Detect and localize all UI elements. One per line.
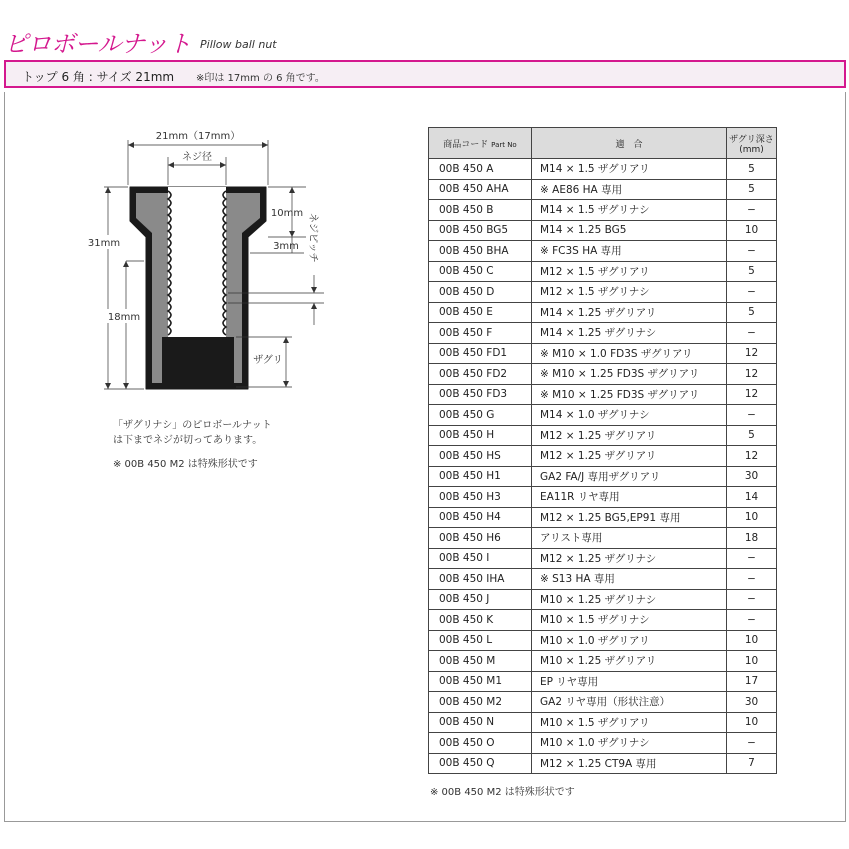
fitment-cell: M14 × 1.0 ザグリナシ	[532, 405, 727, 426]
thread-pitch-label: ネジピッチ	[307, 213, 318, 263]
table-row	[429, 200, 777, 221]
fitment-cell: ※ M10 × 1.0 FD3S ザグリアリ	[532, 343, 727, 364]
counterbore-depth-cell: 30	[727, 692, 777, 713]
note-no-counterbore	[113, 418, 272, 448]
total-height-label: 31mm	[87, 238, 121, 249]
fitment-cell: M10 × 1.0 ザグリアリ	[532, 630, 727, 651]
part-code-cell: 00B 450 Q	[429, 753, 532, 774]
part-code-cell: 00B 450 H3	[429, 487, 532, 508]
table-row	[429, 343, 777, 364]
fitment-cell: M14 × 1.5 ザグリアリ	[532, 159, 727, 180]
table-row	[429, 323, 777, 344]
part-code-cell: 00B 450 H6	[429, 528, 532, 549]
table-row	[429, 610, 777, 631]
fitment-cell: M12 × 1.25 ザグリアリ	[532, 425, 727, 446]
counterbore-depth-cell: −	[727, 282, 777, 303]
header-depth: ザグリ深さ (mm)	[727, 128, 777, 159]
fitment-cell: アリスト専用	[532, 528, 727, 549]
counterbore-depth-cell: 7	[727, 753, 777, 774]
fitment-cell: M14 × 1.25 ザグリアリ	[532, 302, 727, 323]
width-label: 21mm（17mm）	[155, 131, 241, 142]
note-line-1: 「ザグリナシ」のピロボールナット	[113, 420, 272, 431]
counterbore-depth-cell: −	[727, 569, 777, 590]
part-code-cell: 00B 450 IHA	[429, 569, 532, 590]
table-footnote: ※ 00B 450 M2 は特殊形状です	[430, 787, 575, 798]
fitment-cell: M10 × 1.25 ザグリアリ	[532, 651, 727, 672]
counterbore-depth-cell: 10	[727, 712, 777, 733]
table-row	[429, 425, 777, 446]
fitment-cell: M12 × 1.5 ザグリナシ	[532, 282, 727, 303]
part-code-cell: 00B 450 L	[429, 630, 532, 651]
part-code-cell: 00B 450 A	[429, 159, 532, 180]
table-header-row	[429, 128, 777, 159]
part-code-cell: 00B 450 B	[429, 200, 532, 221]
table-row	[429, 466, 777, 487]
counterbore-depth-cell: 5	[727, 425, 777, 446]
fitment-cell: ※ M10 × 1.25 FD3S ザグリアリ	[532, 384, 727, 405]
nut-bore	[168, 187, 226, 337]
note-special-shape: ※ 00B 450 M2 は特殊形状です	[113, 459, 258, 470]
part-code-cell: 00B 450 FD3	[429, 384, 532, 405]
fitment-cell: ※ S13 HA 専用	[532, 569, 727, 590]
nut-diagram	[80, 125, 330, 400]
part-code-cell: 00B 450 G	[429, 405, 532, 426]
parts-table	[428, 127, 777, 774]
fitment-cell: M12 × 1.5 ザグリアリ	[532, 261, 727, 282]
part-code-cell: 00B 450 H4	[429, 507, 532, 528]
table-row	[429, 712, 777, 733]
fitment-cell: EA11R リヤ専用	[532, 487, 727, 508]
table-row	[429, 630, 777, 651]
counterbore-depth-cell: 5	[727, 261, 777, 282]
table-row	[429, 589, 777, 610]
table-row	[429, 364, 777, 385]
counterbore-depth-cell: 10	[727, 630, 777, 651]
part-code-cell: 00B 450 FD2	[429, 364, 532, 385]
table-row	[429, 651, 777, 672]
part-code-cell: 00B 450 FD1	[429, 343, 532, 364]
part-code-cell: 00B 450 N	[429, 712, 532, 733]
table-row	[429, 302, 777, 323]
table-row	[429, 159, 777, 180]
counterbore-depth-cell: −	[727, 548, 777, 569]
part-code-cell: 00B 450 C	[429, 261, 532, 282]
header-fit: 適 合	[532, 128, 727, 159]
fitment-cell: ※ AE86 HA 専用	[532, 179, 727, 200]
part-code-cell: 00B 450 F	[429, 323, 532, 344]
table-row	[429, 528, 777, 549]
fitment-cell: EP リヤ専用	[532, 671, 727, 692]
table-row	[429, 753, 777, 774]
counterbore-depth-cell: 10	[727, 507, 777, 528]
table-row	[429, 569, 777, 590]
fitment-cell: M10 × 1.25 ザグリナシ	[532, 589, 727, 610]
counterbore-depth-cell: −	[727, 200, 777, 221]
fitment-cell: M12 × 1.25 ザグリナシ	[532, 548, 727, 569]
part-code-cell: 00B 450 HS	[429, 446, 532, 467]
size-banner-text: トップ 6 角 : サイズ 21mm	[22, 70, 175, 84]
table-row	[429, 446, 777, 467]
fitment-cell: M12 × 1.25 CT9A 専用	[532, 753, 727, 774]
fitment-cell: M12 × 1.25 ザグリアリ	[532, 446, 727, 467]
counterbore-depth-cell: 10	[727, 651, 777, 672]
counterbore-depth-cell: 14	[727, 487, 777, 508]
counterbore-depth-cell: 10	[727, 220, 777, 241]
counterbore-depth-cell: 17	[727, 671, 777, 692]
counterbore-depth-cell: −	[727, 733, 777, 754]
top-height-label: 10mm	[270, 208, 304, 219]
header-code: 商品コード Part No	[429, 128, 532, 159]
part-code-cell: 00B 450 BG5	[429, 220, 532, 241]
counterbore-depth-cell: 5	[727, 302, 777, 323]
part-code-cell: 00B 450 D	[429, 282, 532, 303]
part-code-cell: 00B 450 AHA	[429, 179, 532, 200]
counterbore-depth-cell: −	[727, 241, 777, 262]
page-title-english: Pillow ball nut	[200, 38, 277, 51]
fitment-cell: M14 × 1.25 BG5	[532, 220, 727, 241]
part-code-cell: 00B 450 I	[429, 548, 532, 569]
part-code-cell: 00B 450 K	[429, 610, 532, 631]
counterbore-depth-cell: 5	[727, 179, 777, 200]
fitment-cell: M14 × 1.5 ザグリナシ	[532, 200, 727, 221]
table-row	[429, 733, 777, 754]
counterbore-depth-cell: 5	[727, 159, 777, 180]
fitment-cell: M10 × 1.5 ザグリアリ	[532, 712, 727, 733]
part-code-cell: 00B 450 E	[429, 302, 532, 323]
counterbore-depth-cell: −	[727, 610, 777, 631]
fitment-cell: M10 × 1.0 ザグリナシ	[532, 733, 727, 754]
counterbore-depth-cell: −	[727, 323, 777, 344]
fitment-cell: GA2 FA/J 専用ザグリアリ	[532, 466, 727, 487]
table-row	[429, 405, 777, 426]
fitment-cell: GA2 リヤ専用（形状注意）	[532, 692, 727, 713]
part-code-cell: 00B 450 H1	[429, 466, 532, 487]
table-row	[429, 671, 777, 692]
thread-diameter-label: ネジ径	[182, 152, 212, 163]
nut-counterbore	[162, 337, 234, 387]
counterbore-depth-cell: 12	[727, 343, 777, 364]
table-row	[429, 220, 777, 241]
part-code-cell: 00B 450 J	[429, 589, 532, 610]
part-code-cell: 00B 450 BHA	[429, 241, 532, 262]
counterbore-depth-cell: 30	[727, 466, 777, 487]
fitment-cell: M10 × 1.5 ザグリナシ	[532, 610, 727, 631]
size-banner	[4, 60, 846, 88]
page-title: ピロボールナット	[4, 30, 192, 58]
fitment-cell: ※ M10 × 1.25 FD3S ザグリアリ	[532, 364, 727, 385]
part-code-cell: 00B 450 M	[429, 651, 532, 672]
counterbore-depth-cell: 18	[727, 528, 777, 549]
table-row	[429, 487, 777, 508]
fitment-cell: M14 × 1.25 ザグリナシ	[532, 323, 727, 344]
fitment-cell: M12 × 1.25 BG5,EP91 専用	[532, 507, 727, 528]
part-code-cell: 00B 450 M1	[429, 671, 532, 692]
table-row	[429, 179, 777, 200]
table-row	[429, 384, 777, 405]
counterbore-depth-cell: 12	[727, 364, 777, 385]
table-row	[429, 548, 777, 569]
lower-height-label: 18mm	[107, 312, 141, 323]
table-row	[429, 692, 777, 713]
table-row	[429, 261, 777, 282]
part-code-cell: 00B 450 H	[429, 425, 532, 446]
table-row	[429, 507, 777, 528]
part-code-cell: 00B 450 M2	[429, 692, 532, 713]
fitment-cell: ※ FC3S HA 専用	[532, 241, 727, 262]
step-label: 3mm	[273, 241, 299, 252]
size-banner-note: ※印は 17mm の 6 角です。	[196, 73, 325, 84]
counterbore-label: ザグリ	[253, 355, 283, 366]
part-code-cell: 00B 450 O	[429, 733, 532, 754]
counterbore-depth-cell: 12	[727, 446, 777, 467]
table-row	[429, 282, 777, 303]
counterbore-depth-cell: −	[727, 589, 777, 610]
table-row	[429, 241, 777, 262]
counterbore-depth-cell: 12	[727, 384, 777, 405]
note-line-2: は下までネジが切ってあります。	[113, 435, 263, 446]
counterbore-depth-cell: −	[727, 405, 777, 426]
